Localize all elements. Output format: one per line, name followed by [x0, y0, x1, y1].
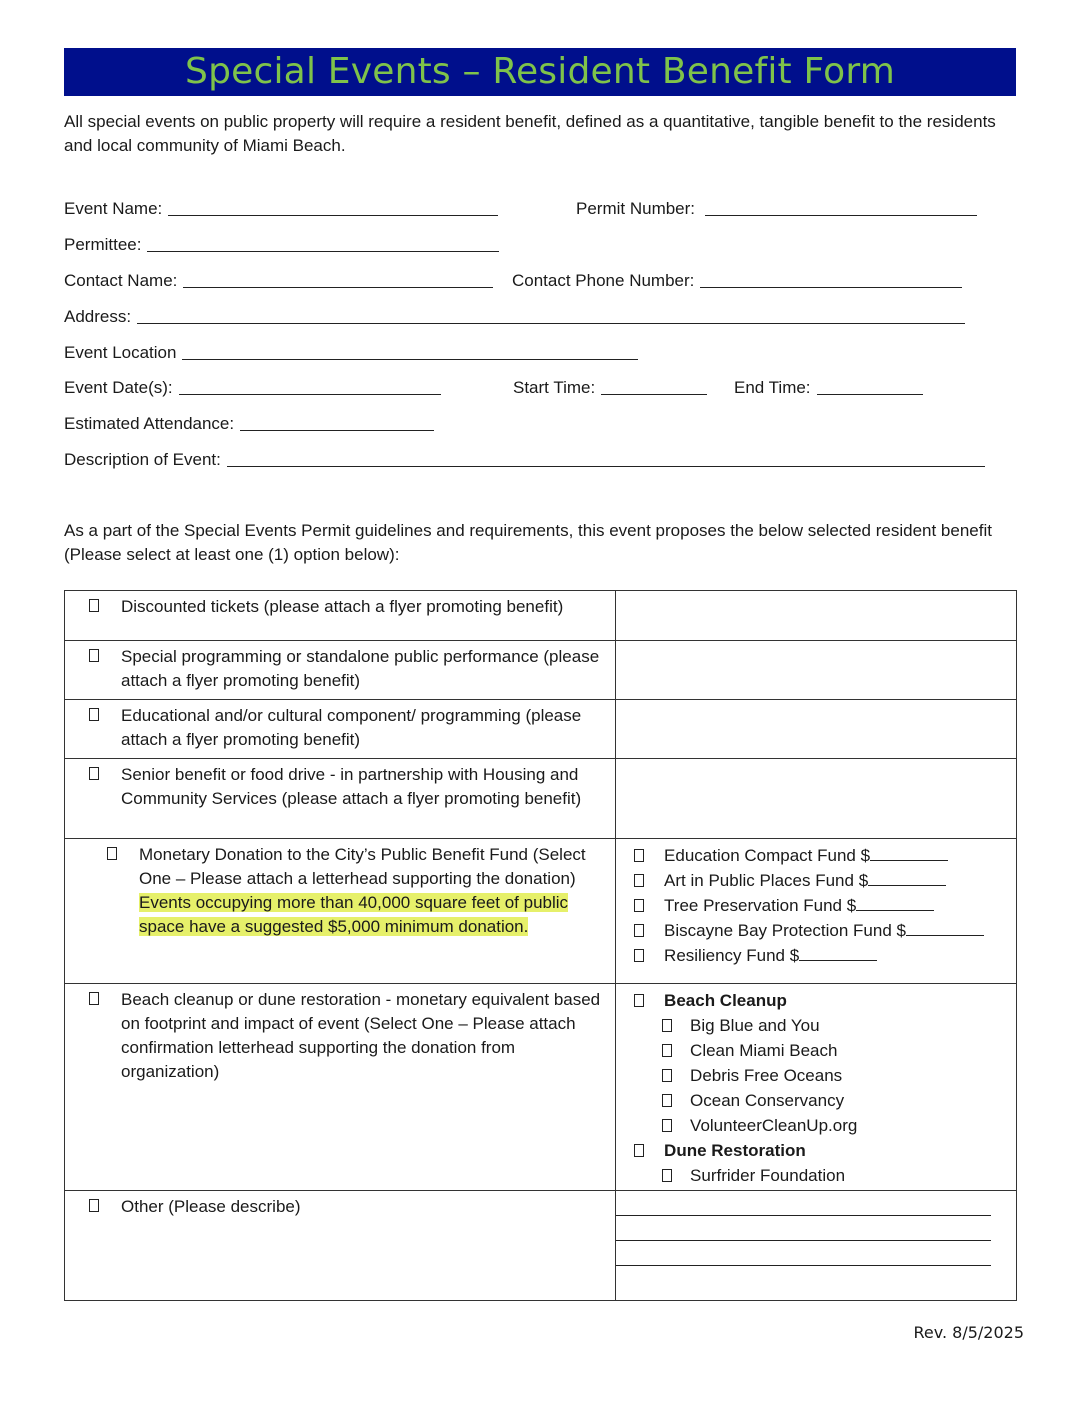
organization-item: Big Blue and You: [616, 1013, 1016, 1038]
estimated-attendance-label: Estimated Attendance:: [64, 414, 235, 433]
fund-item: [616, 868, 1016, 893]
option-detail-cell[interactable]: [616, 591, 1017, 641]
permittee-input[interactable]: [147, 235, 499, 252]
event-location-input[interactable]: [182, 343, 638, 360]
checkbox[interactable]: [634, 1144, 644, 1157]
permittee-label: Permittee:: [64, 235, 142, 254]
checkbox[interactable]: [89, 992, 99, 1005]
table-row: [65, 759, 1017, 839]
fund-list: [616, 839, 1016, 970]
contact-name-field: [64, 269, 493, 292]
option-detail-cell[interactable]: [616, 759, 1017, 839]
estimated-attendance-input[interactable]: [240, 414, 434, 431]
event-dates-input[interactable]: [179, 378, 441, 395]
table-row: [65, 641, 1017, 700]
other-description-line[interactable]: [616, 1216, 991, 1241]
option-cell: [65, 984, 616, 1191]
checkbox[interactable]: [89, 1199, 99, 1212]
organization-item: Ocean Conservancy: [616, 1088, 1016, 1113]
end-time-input[interactable]: [817, 378, 923, 395]
checkbox[interactable]: [634, 924, 644, 937]
benefit-options-table: [64, 590, 1017, 1301]
checkbox[interactable]: [662, 1019, 672, 1032]
checkbox[interactable]: [634, 949, 644, 962]
fund-label: Resiliency Fund $: [664, 946, 800, 965]
intro-text: All special events on public property will require a resident benefit, defined as a quantitative, tangible benefit to the residents and local community of Miami Beach.: [64, 112, 996, 155]
option-detail-cell[interactable]: [616, 700, 1017, 759]
table-row: [65, 1191, 1017, 1301]
option-label: Monetary Donation to the City’s Public Benefit Fund (Select One – Please attach a letterhead supporting the donation): [139, 845, 586, 888]
checkbox[interactable]: [107, 847, 117, 860]
start-time-input[interactable]: [601, 378, 707, 395]
table-row: [65, 591, 1017, 641]
option-other: [65, 1191, 615, 1225]
fund-item: [616, 893, 1016, 918]
other-description-cell: [616, 1191, 1017, 1301]
contact-phone-label: Contact Phone Number:: [512, 271, 695, 290]
permit-number-field: [576, 197, 977, 220]
checkbox[interactable]: [634, 899, 644, 912]
organization-list-cell: [616, 984, 1017, 1191]
fund-amount-input[interactable]: [870, 846, 948, 861]
option-detail-cell[interactable]: [616, 641, 1017, 700]
address-input[interactable]: [137, 307, 965, 324]
estimated-attendance-field: [64, 412, 434, 435]
checkbox[interactable]: [634, 874, 644, 887]
option-label: Beach cleanup or dune restoration - monetary equivalent based on footprint and impact of event (Select One – Please attach confirmation letterhead supporting the donation from organization): [121, 990, 601, 1081]
description-input[interactable]: [227, 450, 985, 467]
option-label: Special programming or standalone public performance (please attach a flyer promoting benefit): [121, 647, 600, 690]
permittee-field: [64, 233, 499, 256]
checkbox[interactable]: [662, 1044, 672, 1057]
form-title: Special Events – Resident Benefit Form: [64, 48, 1016, 96]
address-field: [64, 305, 965, 328]
checkbox[interactable]: [89, 649, 99, 662]
table-row: [65, 984, 1017, 1191]
organization-item: VolunteerCleanUp.org: [616, 1113, 1016, 1138]
event-location-label: Event Location: [64, 343, 177, 362]
fund-list-cell: [616, 839, 1017, 984]
checkbox[interactable]: [634, 994, 644, 1007]
event-location-field: [64, 341, 638, 364]
option-monetary-donation: [65, 839, 615, 945]
option-special-programming: [65, 641, 615, 699]
checkbox[interactable]: [634, 849, 644, 862]
event-dates-label: Event Date(s):: [64, 378, 173, 397]
option-label: Other (Please describe): [121, 1197, 301, 1216]
contact-phone-field: [512, 269, 962, 292]
fund-amount-input[interactable]: [799, 946, 877, 961]
permit-number-input[interactable]: [705, 199, 977, 216]
option-educational: [65, 700, 615, 758]
checkbox[interactable]: [89, 599, 99, 612]
checkbox[interactable]: [662, 1119, 672, 1132]
description-field: [64, 448, 985, 471]
option-label: Discounted tickets (please attach a flyer promoting benefit): [121, 597, 564, 616]
option-cell: [65, 591, 616, 641]
checkbox[interactable]: [89, 767, 99, 780]
option-label: Educational and/or cultural component/ programming (please attach a flyer promoting benefit): [121, 706, 582, 749]
revision-date: Rev. 8/5/2025: [913, 1323, 1024, 1342]
address-label: Address:: [64, 307, 132, 326]
start-time-label: Start Time:: [513, 378, 596, 397]
end-time-field: [734, 376, 923, 399]
fund-amount-input[interactable]: [868, 871, 946, 886]
checkbox[interactable]: [662, 1069, 672, 1082]
event-name-input[interactable]: [168, 199, 498, 216]
contact-name-input[interactable]: [183, 271, 493, 288]
other-description-line[interactable]: [616, 1241, 991, 1266]
monetary-note-highlight: Events occupying more than 40,000 square feet of public space have a suggested $5,000 minimum donation.: [139, 893, 569, 936]
option-cell: [65, 759, 616, 839]
contact-name-label: Contact Name:: [64, 271, 178, 290]
organization-item: Debris Free Oceans: [616, 1063, 1016, 1088]
dune-restoration-heading: Dune Restoration: [616, 1138, 1016, 1163]
checkbox[interactable]: [662, 1169, 672, 1182]
event-name-field: [64, 197, 498, 220]
fund-amount-input[interactable]: [906, 921, 984, 936]
fund-label: Education Compact Fund $: [664, 846, 871, 865]
description-label: Description of Event:: [64, 450, 221, 469]
fund-item: [616, 943, 1016, 968]
option-beach-cleanup: [65, 984, 615, 1090]
checkbox[interactable]: [89, 708, 99, 721]
checkbox[interactable]: [662, 1094, 672, 1107]
benefit-intro-text: As a part of the Special Events Permit guidelines and requirements, this event proposes the below selected resident benefit (Please select at least one (1) option below):: [64, 521, 992, 564]
fund-item: [616, 843, 1016, 868]
other-description-line[interactable]: [616, 1191, 991, 1216]
option-senior-benefit: [65, 759, 615, 817]
fund-amount-input[interactable]: [856, 896, 934, 911]
event-dates-field: [64, 376, 441, 399]
event-name-label: Event Name:: [64, 199, 163, 218]
permit-number-label: Permit Number:: [576, 199, 696, 218]
fund-item: [616, 918, 1016, 943]
option-label: Senior benefit or food drive - in partnership with Housing and Community Services (please attach a flyer promoting benefit): [121, 765, 582, 808]
organization-list: [616, 984, 1016, 1190]
table-row: [65, 839, 1017, 984]
option-discounted-tickets: [65, 591, 615, 625]
fund-label: Art in Public Places Fund $: [664, 871, 869, 890]
contact-phone-input[interactable]: [700, 271, 962, 288]
organization-item: Clean Miami Beach: [616, 1038, 1016, 1063]
option-cell: [65, 839, 616, 984]
option-cell: [65, 1191, 616, 1301]
fund-label: Biscayne Bay Protection Fund $: [664, 921, 906, 940]
fund-label: Tree Preservation Fund $: [664, 896, 857, 915]
table-row: [65, 700, 1017, 759]
option-cell: [65, 641, 616, 700]
end-time-label: End Time:: [734, 378, 811, 397]
option-cell: [65, 700, 616, 759]
start-time-field: [513, 376, 707, 399]
beach-cleanup-heading: Beach Cleanup: [616, 988, 1016, 1013]
organization-item: Surfrider Foundation: [616, 1163, 1016, 1188]
